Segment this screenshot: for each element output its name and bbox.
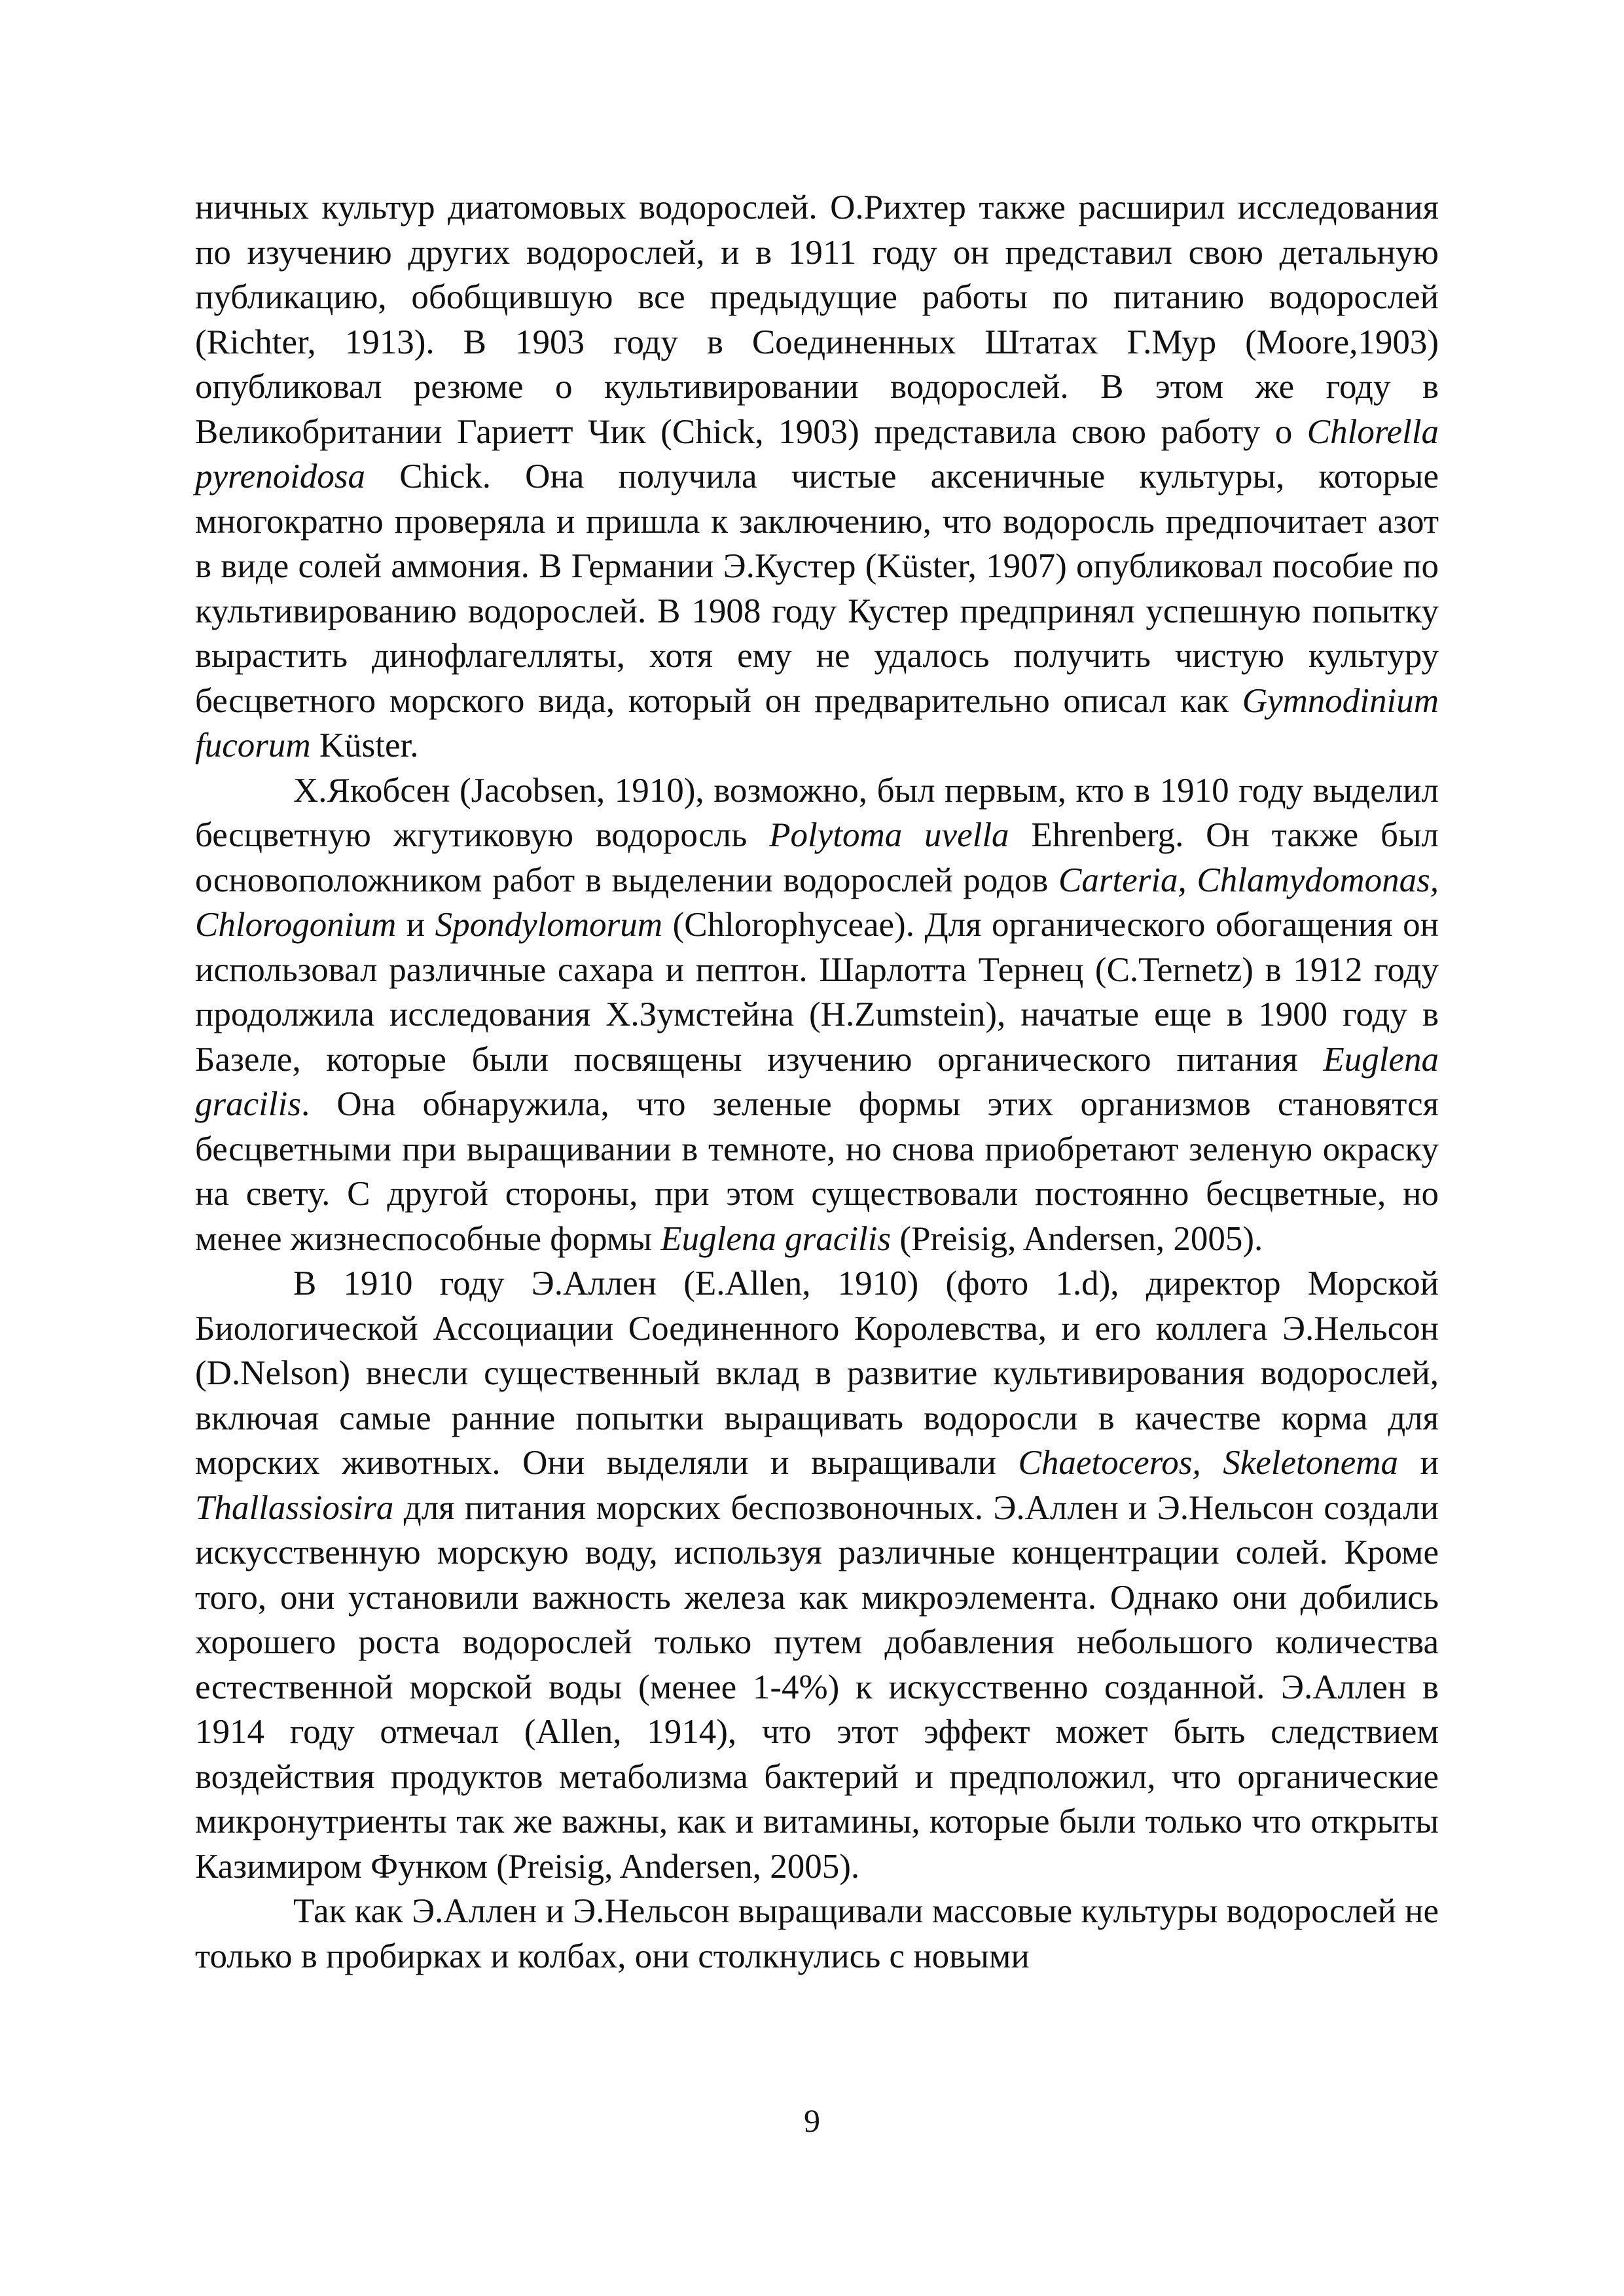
paragraph-4 — [195, 1889, 1439, 1979]
genus-name: Spondylomorum — [435, 906, 663, 944]
species-name: Euglena gracilis — [195, 1040, 1439, 1123]
text-segment: и — [1398, 1444, 1439, 1482]
text-segment: для питания морских беспозвоночных. Э.Аллен и Э.Нельсон создали искусственную морскую воду, используя различные концентрации солей. Кроме того, они установили важность железа как микроэлемента. Однако они добились хорошего роста водорослей только путем добавления небольшого количества естественной морской воды (менее 1-4%) к искусственно созданной. Э.Аллен в 1914 году отмечал (Allen, 1914), что этот эффект может быть следствием воздействия продуктов метаболизма бактерий и предположил, что органические микронутриенты так же важны, как и витамины, которые были только что открыты Казимиром Функом (Preisig, Andersen, 2005). — [195, 1488, 1439, 1886]
genus-name: Thallassiosira — [195, 1488, 394, 1527]
paragraph-2 — [195, 768, 1439, 1262]
text-segment: Так как Э.Аллен и Э.Нельсон выращивали массовые культуры водорослей не только в пробирках и колбах, они столкнулись с новыми — [195, 1892, 1439, 1975]
genus-names: Carteria, Chlamydomonas, Chlorogonium — [195, 861, 1439, 944]
species-name: Gymnodinium fucorum — [195, 681, 1439, 764]
page-number: 9 — [804, 2102, 820, 2139]
species-name: Chlorella pyrenoidosa — [195, 412, 1439, 495]
species-name: Polytoma uvella — [769, 816, 1009, 854]
body-text — [195, 185, 1439, 1979]
text-segment: Küster. — [310, 726, 419, 764]
text-segment: В 1910 году Э.Аллен (E.Allen, 1910) (фото 1.d), директор Морской Биологической Ассоциации Соединенного Королевства, и его коллега Э.Нельсон (D.Nelson) внесли существенный вклад в развитие культивирования водорослей, включая самые ранние попытки выращивать водоросли в качестве корма для морских животных. Они выделяли и выращивали — [195, 1265, 1439, 1482]
text-segment: Chick. Она получила чистые аксеничные культуры, которые многократно проверяла и пришла к заключению, что водоросль предпочитает азот в виде солей аммония. В Германии Э.Кустер (Küster, 1907) опубликовал пособие по культивированию водорослей. В 1908 году Кустер предпринял успешную попытку вырастить динофлагелляты, хотя ему не удалось получить чистую культуру бесцветного морского вида, который он предварительно описал как — [195, 457, 1439, 720]
text-segment: (Preisig, Andersen, 2005). — [891, 1219, 1263, 1258]
species-name: Euglena gracilis — [660, 1219, 892, 1258]
paragraph-1 — [195, 185, 1439, 768]
text-segment: Ehrenberg. Он также был основоположником работ в выделении водорослей родов — [195, 816, 1439, 899]
text-segment: (Chlorophyceae). Для органического обогащения он использовал различные сахара и пептон. Шарлотта Тернец (C.Ternetz) в 1912 году продолжила исследования Х.Зумстейна (H.Zumstein), начатые еще в 1900 году в Базеле, которые были посвящены изучению органического питания — [195, 906, 1439, 1079]
text-segment: ничных культур диатомовых водорослей. О.Рихтер также расширил исследования по изучению других водорослей, и в 1911 году он представил свою детальную публикацию, обобщившую все предыдущие работы по питанию водорослей (Richter, 1913). В 1903 году в Соединенных Штатах Г.Мур (Moore,1903) опубликовал резюме о культивировании водорослей. В этом же году в Великобритании Гариетт Чик (Chick, 1903) представила свою работу о — [195, 188, 1439, 451]
text-segment: Х.Якобсен (Jacobsen, 1910), возможно, был первым, кто в 1910 году выделил бесцветную жгутиковую водоросль — [195, 771, 1439, 854]
genus-names: Chaetoceros, Skeletonema — [1018, 1444, 1399, 1482]
text-segment: . Она обнаружила, что зеленые формы этих организмов становятся бесцветными при выращивании в темноте, но снова приобретают зеленую окраску на свету. С другой стороны, при этом существовали постоянно бесцветные, но менее жизнеспособные формы — [195, 1085, 1439, 1258]
text-segment: и — [396, 906, 435, 944]
paragraph-3 — [195, 1261, 1439, 1889]
